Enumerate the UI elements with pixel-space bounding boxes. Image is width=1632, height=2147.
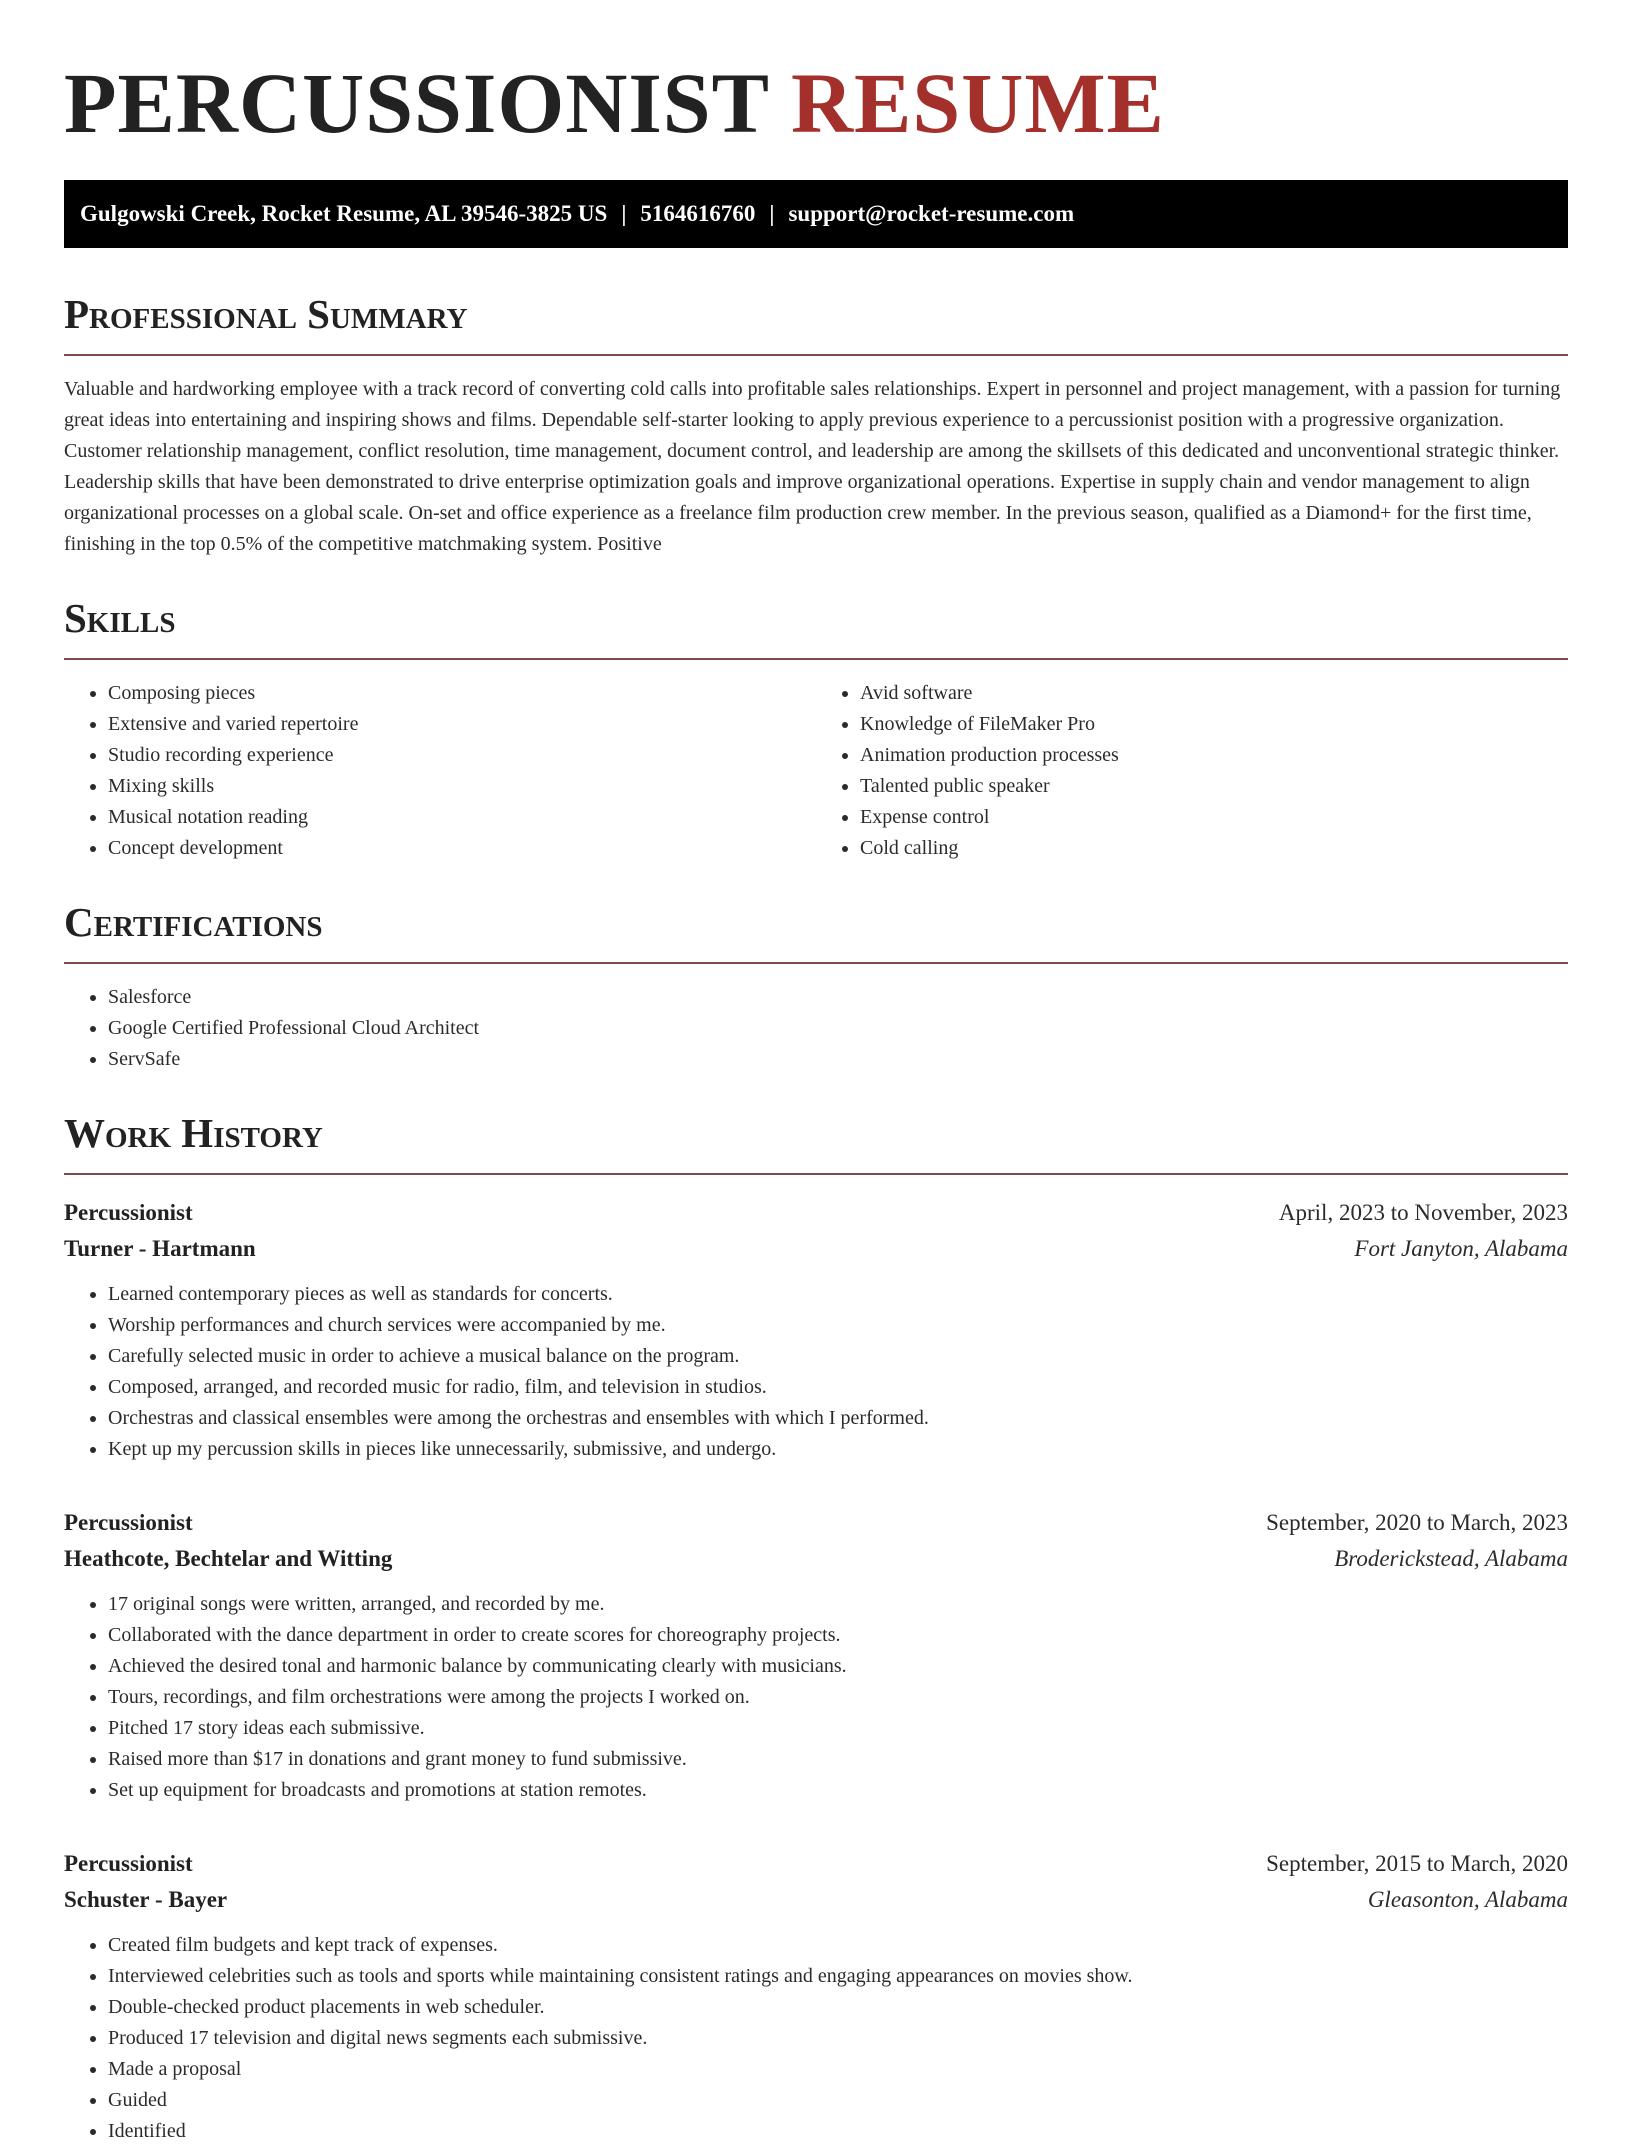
job-location: Fort Janyton, Alabama [1354, 1236, 1568, 1261]
job-bullet: • Kept up my percussion skills in pieces like unnecessarily, submissive, and undergo. [108, 1434, 1568, 1465]
skill-item: • Mixing skills [108, 771, 816, 802]
skills-list-left [64, 678, 816, 864]
certifications-section [64, 898, 1568, 1075]
job-bullet: • Achieved the desired tonal and harmonic balance by communicating clearly with musicians. [108, 1651, 1568, 1682]
certification-item: • ServSafe [108, 1044, 1568, 1075]
certifications-list [64, 982, 1568, 1075]
job-bullet: • Carefully selected music in order to achieve a musical balance on the program. [108, 1341, 1568, 1372]
contact-address: Gulgowski Creek, Rocket Resume, AL 39546-3825 US [80, 201, 608, 226]
job-header-row [64, 1195, 1568, 1231]
skills-list-right [816, 678, 1568, 864]
job-bullet: • Made a proposal [108, 2054, 1568, 2085]
job-employer-row [64, 1231, 1568, 1267]
job-role: Percussionist [64, 1200, 193, 1225]
contact-phone: 5164616760 [640, 201, 756, 226]
job-header-row [64, 1846, 1568, 1882]
skills-heading: Skills [64, 595, 176, 641]
job-bullet: • Created film budgets and kept track of expenses. [108, 1930, 1568, 1961]
job-bullets [64, 1930, 1568, 2147]
work-history-heading: Work History [64, 1110, 323, 1156]
job-bullet: • Identified [108, 2116, 1568, 2147]
skill-item: • Extensive and varied repertoire [108, 709, 816, 740]
certification-item: • Salesforce [108, 982, 1568, 1013]
job-dates: September, 2015 to March, 2020 [1266, 1851, 1568, 1876]
job-company: Turner - Hartmann [64, 1236, 256, 1261]
job-header-row [64, 1505, 1568, 1541]
title-main: PERCUSSIONIST [64, 55, 769, 151]
skills-section [64, 594, 1568, 864]
job-bullet: • Produced 17 television and digital news segments each submissive. [108, 2023, 1568, 2054]
skill-item: • Animation production processes [860, 740, 1568, 771]
skills-grid [64, 660, 1568, 864]
certifications-heading: Certifications [64, 899, 323, 945]
skill-item: • Knowledge of FileMaker Pro [860, 709, 1568, 740]
summary-section [64, 290, 1568, 560]
job-role: Percussionist [64, 1510, 193, 1535]
job-location: Broderickstead, Alabama [1334, 1546, 1568, 1571]
job-bullet: • Learned contemporary pieces as well as standards for concerts. [108, 1279, 1568, 1310]
job-bullets [64, 1279, 1568, 1465]
job-bullet: • Interviewed celebrities such as tools and sports while maintaining consistent ratings and engaging appearances on movies show. [108, 1961, 1568, 1992]
job-bullet: • Guided [108, 2085, 1568, 2116]
job-employer-row [64, 1882, 1568, 1918]
section-divider [64, 1173, 1568, 1175]
title-accent: RESUME [790, 55, 1165, 151]
job-entry [64, 1195, 1568, 1465]
contact-email: support@rocket-resume.com [788, 201, 1075, 226]
skill-item: • Cold calling [860, 833, 1568, 864]
job-bullets [64, 1589, 1568, 1806]
skill-item: • Composing pieces [108, 678, 816, 709]
section-divider [64, 354, 1568, 356]
job-bullet: • Double-checked product placements in web scheduler. [108, 1992, 1568, 2023]
job-employer-row [64, 1541, 1568, 1577]
skill-item: • Expense control [860, 802, 1568, 833]
job-bullet: • Pitched 17 story ideas each submissive. [108, 1713, 1568, 1744]
skill-item: • Talented public speaker [860, 771, 1568, 802]
job-company: Heathcote, Bechtelar and Witting [64, 1546, 393, 1571]
section-divider [64, 962, 1568, 964]
job-role: Percussionist [64, 1851, 193, 1876]
job-entry [64, 1846, 1568, 2147]
job-bullet: • Composed, arranged, and recorded music for radio, film, and television in studios. [108, 1372, 1568, 1403]
contact-separator: | [769, 201, 775, 226]
job-entry [64, 1505, 1568, 1806]
contact-bar [64, 180, 1568, 248]
job-bullet: • Set up equipment for broadcasts and promotions at station remotes. [108, 1775, 1568, 1806]
job-dates: April, 2023 to November, 2023 [1278, 1200, 1568, 1225]
job-bullet: • Worship performances and church services were accompanied by me. [108, 1310, 1568, 1341]
skill-item: • Avid software [860, 678, 1568, 709]
job-dates: September, 2020 to March, 2023 [1266, 1510, 1568, 1535]
summary-heading: Professional Summary [64, 291, 468, 337]
resume-title [64, 56, 1568, 150]
job-bullet: • Collaborated with the dance department in order to create scores for choreography projects. [108, 1620, 1568, 1651]
job-company: Schuster - Bayer [64, 1887, 228, 1912]
contact-separator: | [621, 201, 627, 226]
job-bullet: • Tours, recordings, and film orchestrations were among the projects I worked on. [108, 1682, 1568, 1713]
certification-item: • Google Certified Professional Cloud Architect [108, 1013, 1568, 1044]
job-bullet: • 17 original songs were written, arranged, and recorded by me. [108, 1589, 1568, 1620]
summary-text: Valuable and hardworking employee with a track record of converting cold calls into profitable sales relationships. Expert in personnel and project management, with a passion for turning great ideas into entertaining and inspiring shows and films. Dependable self-starter looking to apply previous experience to a percussionist position with a progressive organization. Customer relationship management, conflict resolution, time management, document control, and leadership are among the skillsets of this dedicated and unconventional strategic thinker. Leadership skills that have been demonstrated to drive enterprise optimization goals and improve organizational operations. Expertise in supply chain and vendor management to align organizational processes on a global scale. On-set and office experience as a freelance film production crew member. In the previous season, qualified as a Diamond+ for the first time, finishing in the top 0.5% of the competitive matchmaking system. Positive [64, 378, 1561, 555]
skill-item: • Concept development [108, 833, 816, 864]
job-location: Gleasonton, Alabama [1367, 1887, 1568, 1912]
skill-item: • Musical notation reading [108, 802, 816, 833]
work-history-section [64, 1109, 1568, 2147]
job-bullet: • Raised more than $17 in donations and grant money to fund submissive. [108, 1744, 1568, 1775]
job-bullet: • Orchestras and classical ensembles were among the orchestras and ensembles with which I performed. [108, 1403, 1568, 1434]
skill-item: • Studio recording experience [108, 740, 816, 771]
